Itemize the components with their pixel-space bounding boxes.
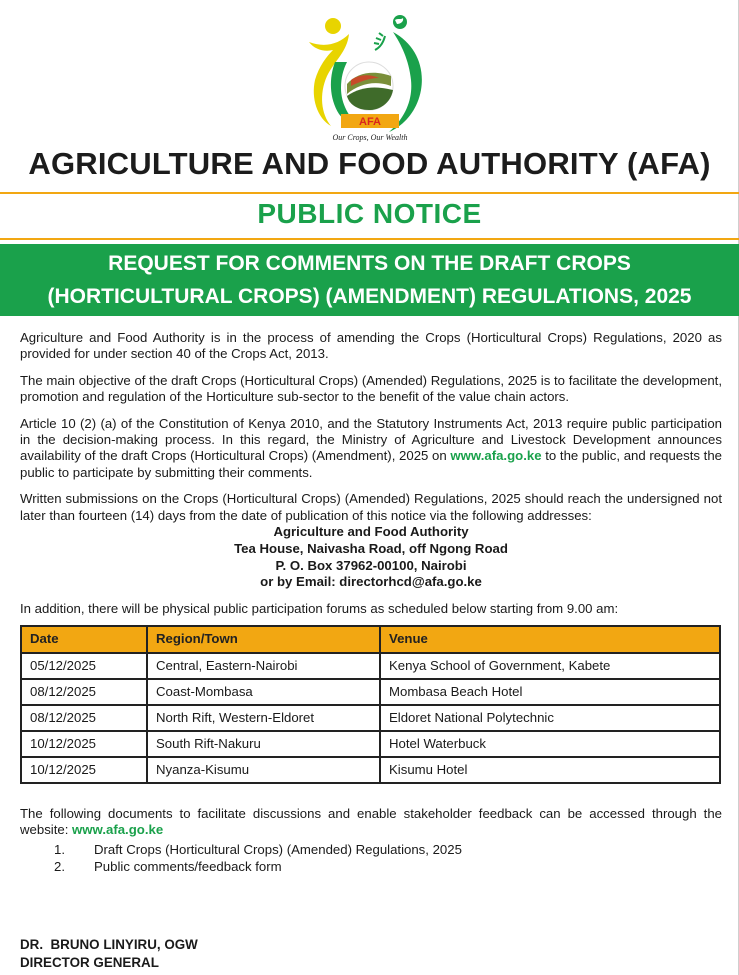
list-item-text: Public comments/feedback form	[94, 858, 282, 874]
cell-venue: Mombasa Beach Hotel	[380, 679, 720, 705]
signatory-name: DR. BRUNO LINYIRU, OGW	[20, 937, 198, 952]
paragraph-submissions: Written submissions on the Crops (Horticultural Crops) (Amended) Regulations, 2025 should reach the undersigned not later than fourteen (14) days from the date of publication of this notice via the following addresses:	[20, 491, 722, 523]
cell-date: 08/12/2025	[21, 705, 147, 731]
signatory-title: DIRECTOR GENERAL	[20, 955, 159, 970]
cell-venue: Kisumu Hotel	[380, 757, 720, 783]
cell-region: Central, Eastern-Nairobi	[147, 653, 380, 679]
column-header-venue: Venue	[380, 626, 720, 653]
table-row	[21, 705, 720, 731]
cell-date: 10/12/2025	[21, 757, 147, 783]
notice-heading: PUBLIC NOTICE	[257, 198, 482, 229]
website-link[interactable]: www.afa.go.ke	[450, 448, 542, 464]
notice-body	[20, 330, 722, 876]
cell-venue: Eldoret National Polytechnic	[380, 705, 720, 731]
paragraph-participation	[20, 416, 722, 481]
documents-website-link[interactable]: www.afa.go.ke	[72, 822, 164, 838]
banner-line-1: REQUEST FOR COMMENTS ON THE DRAFT CROPS	[108, 252, 631, 275]
documents-list	[20, 842, 722, 875]
cell-date: 05/12/2025	[21, 653, 147, 679]
paragraph-participation-tail: to the public, and requests the public to participate by submitting their comments.	[20, 448, 722, 480]
list-item	[20, 859, 722, 876]
table-row	[21, 757, 720, 783]
cell-region: North Rift, Western-Eldoret	[147, 705, 380, 731]
cell-venue: Kenya School of Government, Kabete	[380, 653, 720, 679]
table-row	[21, 653, 720, 679]
cell-region: South Rift-Nakuru	[147, 731, 380, 757]
banner-line-2: (HORTICULTURAL CROPS) (AMENDMENT) REGULATIONS, 2025	[47, 285, 692, 308]
paragraph-objective: The main objective of the draft Crops (Horticultural Crops) (Amended) Regulations, 2025 is to facilitate the development, promotion and regulation of the Horticulture sub-sector to the benefit of the value chain actors.	[20, 373, 722, 405]
paragraph-intro: Agriculture and Food Authority is in the process of amending the Crops (Horticultural Crops) Regulations, 2020 as provided for under section 40 of the Crops Act, 2013.	[20, 330, 722, 362]
postal-address	[20, 524, 722, 590]
paragraph-forums: In addition, there will be physical public participation forums as scheduled below starting from 9.00 am:	[20, 600, 619, 616]
organization-title: AGRICULTURE AND FOOD AUTHORITY (AFA)	[28, 146, 711, 181]
request-banner	[0, 244, 739, 316]
list-item	[20, 842, 722, 859]
divider-bottom	[0, 238, 739, 240]
address-line-1: Agriculture and Food Authority	[273, 524, 469, 540]
list-item-number: 1.	[54, 842, 65, 858]
paragraph-documents	[20, 806, 722, 838]
table-header-row	[21, 626, 720, 653]
table-row	[21, 679, 720, 705]
list-item-text: Draft Crops (Horticultural Crops) (Amended) Regulations, 2025	[94, 842, 462, 858]
address-email[interactable]: or by Email: directorhcd@afa.go.ke	[260, 574, 482, 590]
cell-date: 10/12/2025	[21, 731, 147, 757]
cell-region: Nyanza-Kisumu	[147, 757, 380, 783]
logo-text: AFA	[359, 116, 381, 128]
cell-venue: Hotel Waterbuck	[380, 731, 720, 757]
column-header-region: Region/Town	[147, 626, 380, 653]
forum-schedule-table	[20, 625, 721, 784]
column-header-date: Date	[21, 626, 147, 653]
paragraph-documents-text: The following documents to facilitate discussions and enable stakeholder feedback can be accessed through the website:	[20, 805, 722, 838]
address-line-2: Tea House, Naivasha Road, off Ngong Road	[234, 541, 508, 556]
documents-section	[20, 806, 722, 876]
afa-logo	[305, 14, 435, 146]
address-line-3: P. O. Box 37962-00100, Nairobi	[275, 557, 467, 573]
divider-top	[0, 192, 739, 194]
cell-date: 08/12/2025	[21, 679, 147, 705]
logo-tagline: Our Crops, Our Wealth	[332, 133, 408, 142]
table-row	[21, 731, 720, 757]
paragraph-participation-text: Article 10 (2) (a) of the Constitution of Kenya 2010, and the Statutory Instruments Act, 2013 require public participation in the decision-making process. In this regard, the Ministry of Agriculture and Livestock Development announces availability of the draft Crops (Horticultural Crops) (Amendment), 2025 on	[20, 416, 722, 464]
list-item-number: 2.	[54, 858, 65, 874]
signature-block	[20, 936, 198, 972]
cell-region: Coast-Mombasa	[147, 679, 380, 705]
